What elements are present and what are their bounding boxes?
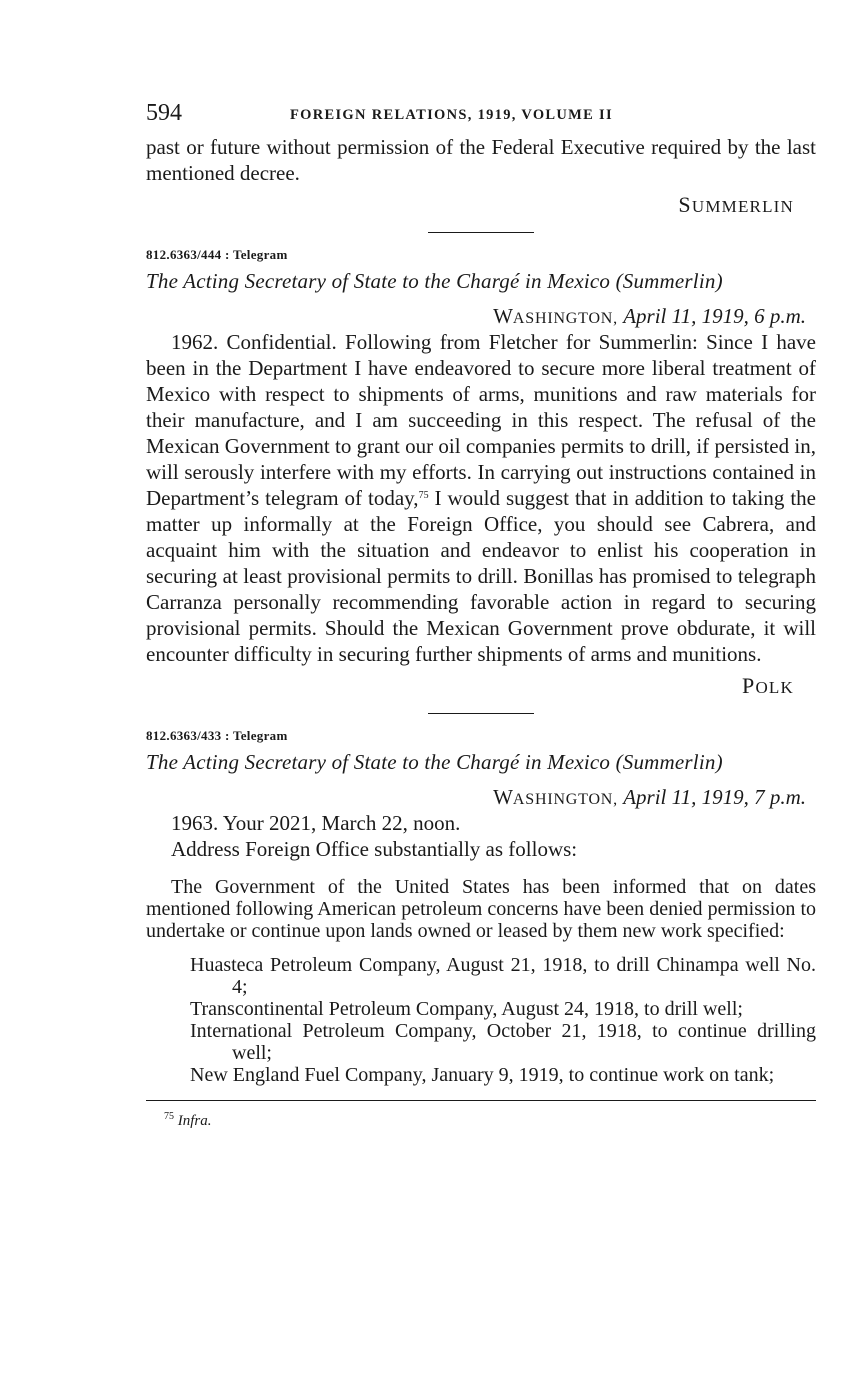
body-text-part: I would suggest that in addition to taking the matter up informally at the Foreign Office, you should see Cabrera, and acquaint him with the situation and endeavor to enlist his cooperation in securing at least provisional permits to drill. Bonillas has promised to telegraph Carranza personally recommending favorable action in regard to securing provisional permits. Should the Mexican Government prove obdurate, it will encounter difficulty in securing further shipments of arms and munitions.	[146, 486, 816, 666]
signature-initial: P	[742, 673, 756, 698]
list-item: Transcontinental Petroleum Company, August 24, 1918, to drill well;	[190, 998, 743, 1020]
section-divider	[428, 713, 534, 714]
running-head: FOREIGN RELATIONS, 1919, VOLUME II	[290, 107, 613, 123]
section-divider	[428, 232, 534, 233]
signature-rest: UMMERLIN	[691, 197, 794, 216]
list-item: International Petroleum Company, October 21, 1918, to continue drilling well;	[190, 1020, 816, 1064]
document-page	[146, 100, 816, 1130]
footnote-divider	[146, 1100, 816, 1101]
telegram-line: Address Foreign Office substantially as follows:	[171, 837, 578, 861]
place-name: ASHINGTON,	[512, 310, 618, 327]
telegram-line: 1963. Your 2021, March 22, noon.	[171, 811, 461, 835]
company-list	[190, 954, 816, 1086]
date: April 11, 1919, 6 p.m.	[623, 304, 806, 328]
signature-summerlin	[146, 192, 816, 218]
footnote-number: 75	[164, 1111, 174, 1122]
place-initial: W	[493, 785, 513, 809]
signature-rest: OLK	[755, 678, 794, 697]
file-reference: 812.6363/444 : Telegram	[146, 247, 288, 262]
place-date-line	[146, 304, 816, 329]
date: April 11, 1919, 7 p.m.	[623, 785, 806, 809]
footnote	[164, 1113, 816, 1130]
footnote-reference: 75	[418, 490, 429, 501]
file-reference: 812.6363/433 : Telegram	[146, 728, 288, 743]
signature-initial: S	[678, 192, 692, 217]
signature-polk	[146, 673, 816, 699]
body-text-part: 1962. Confidential. Following from Fletcher for Summerlin: Since I have been in the Department I have endeavored to secure more liberal treatment of Mexico with respect to shipments of arms, munitions and raw materials for their manufacture, and I am succeeding in this respect. The refusal of the Mexican Government to grant our oil companies permits to drill, if persisted in, will serously interfere with my efforts. In carrying out instructions contained in Department’s telegram of today,	[146, 330, 816, 510]
place-initial: W	[493, 304, 513, 328]
place-date-line	[146, 785, 816, 810]
list-item: New England Fuel Company, January 9, 1919, to continue work on tank;	[190, 1064, 775, 1086]
quoted-paragraph: The Government of the United States has been informed that on dates mentioned following American petroleum concerns have been denied permission to undertake or continue upon lands owned or leased by them new work specified:	[146, 876, 816, 942]
list-item: Huasteca Petroleum Company, August 21, 1918, to drill Chinampa well No. 4;	[190, 954, 816, 998]
document-title: The Acting Secretary of State to the Chargé in Mexico (Summerlin)	[146, 269, 723, 293]
page-header	[146, 100, 816, 134]
place-name: ASHINGTON,	[512, 791, 618, 808]
footnote-text: Infra.	[177, 1113, 212, 1129]
page-number: 594	[146, 100, 182, 126]
telegram-body	[146, 329, 816, 667]
document-title: The Acting Secretary of State to the Chargé in Mexico (Summerlin)	[146, 750, 723, 774]
continuation-paragraph: past or future without permission of the Federal Executive required by the last mentioned decree.	[146, 135, 816, 185]
